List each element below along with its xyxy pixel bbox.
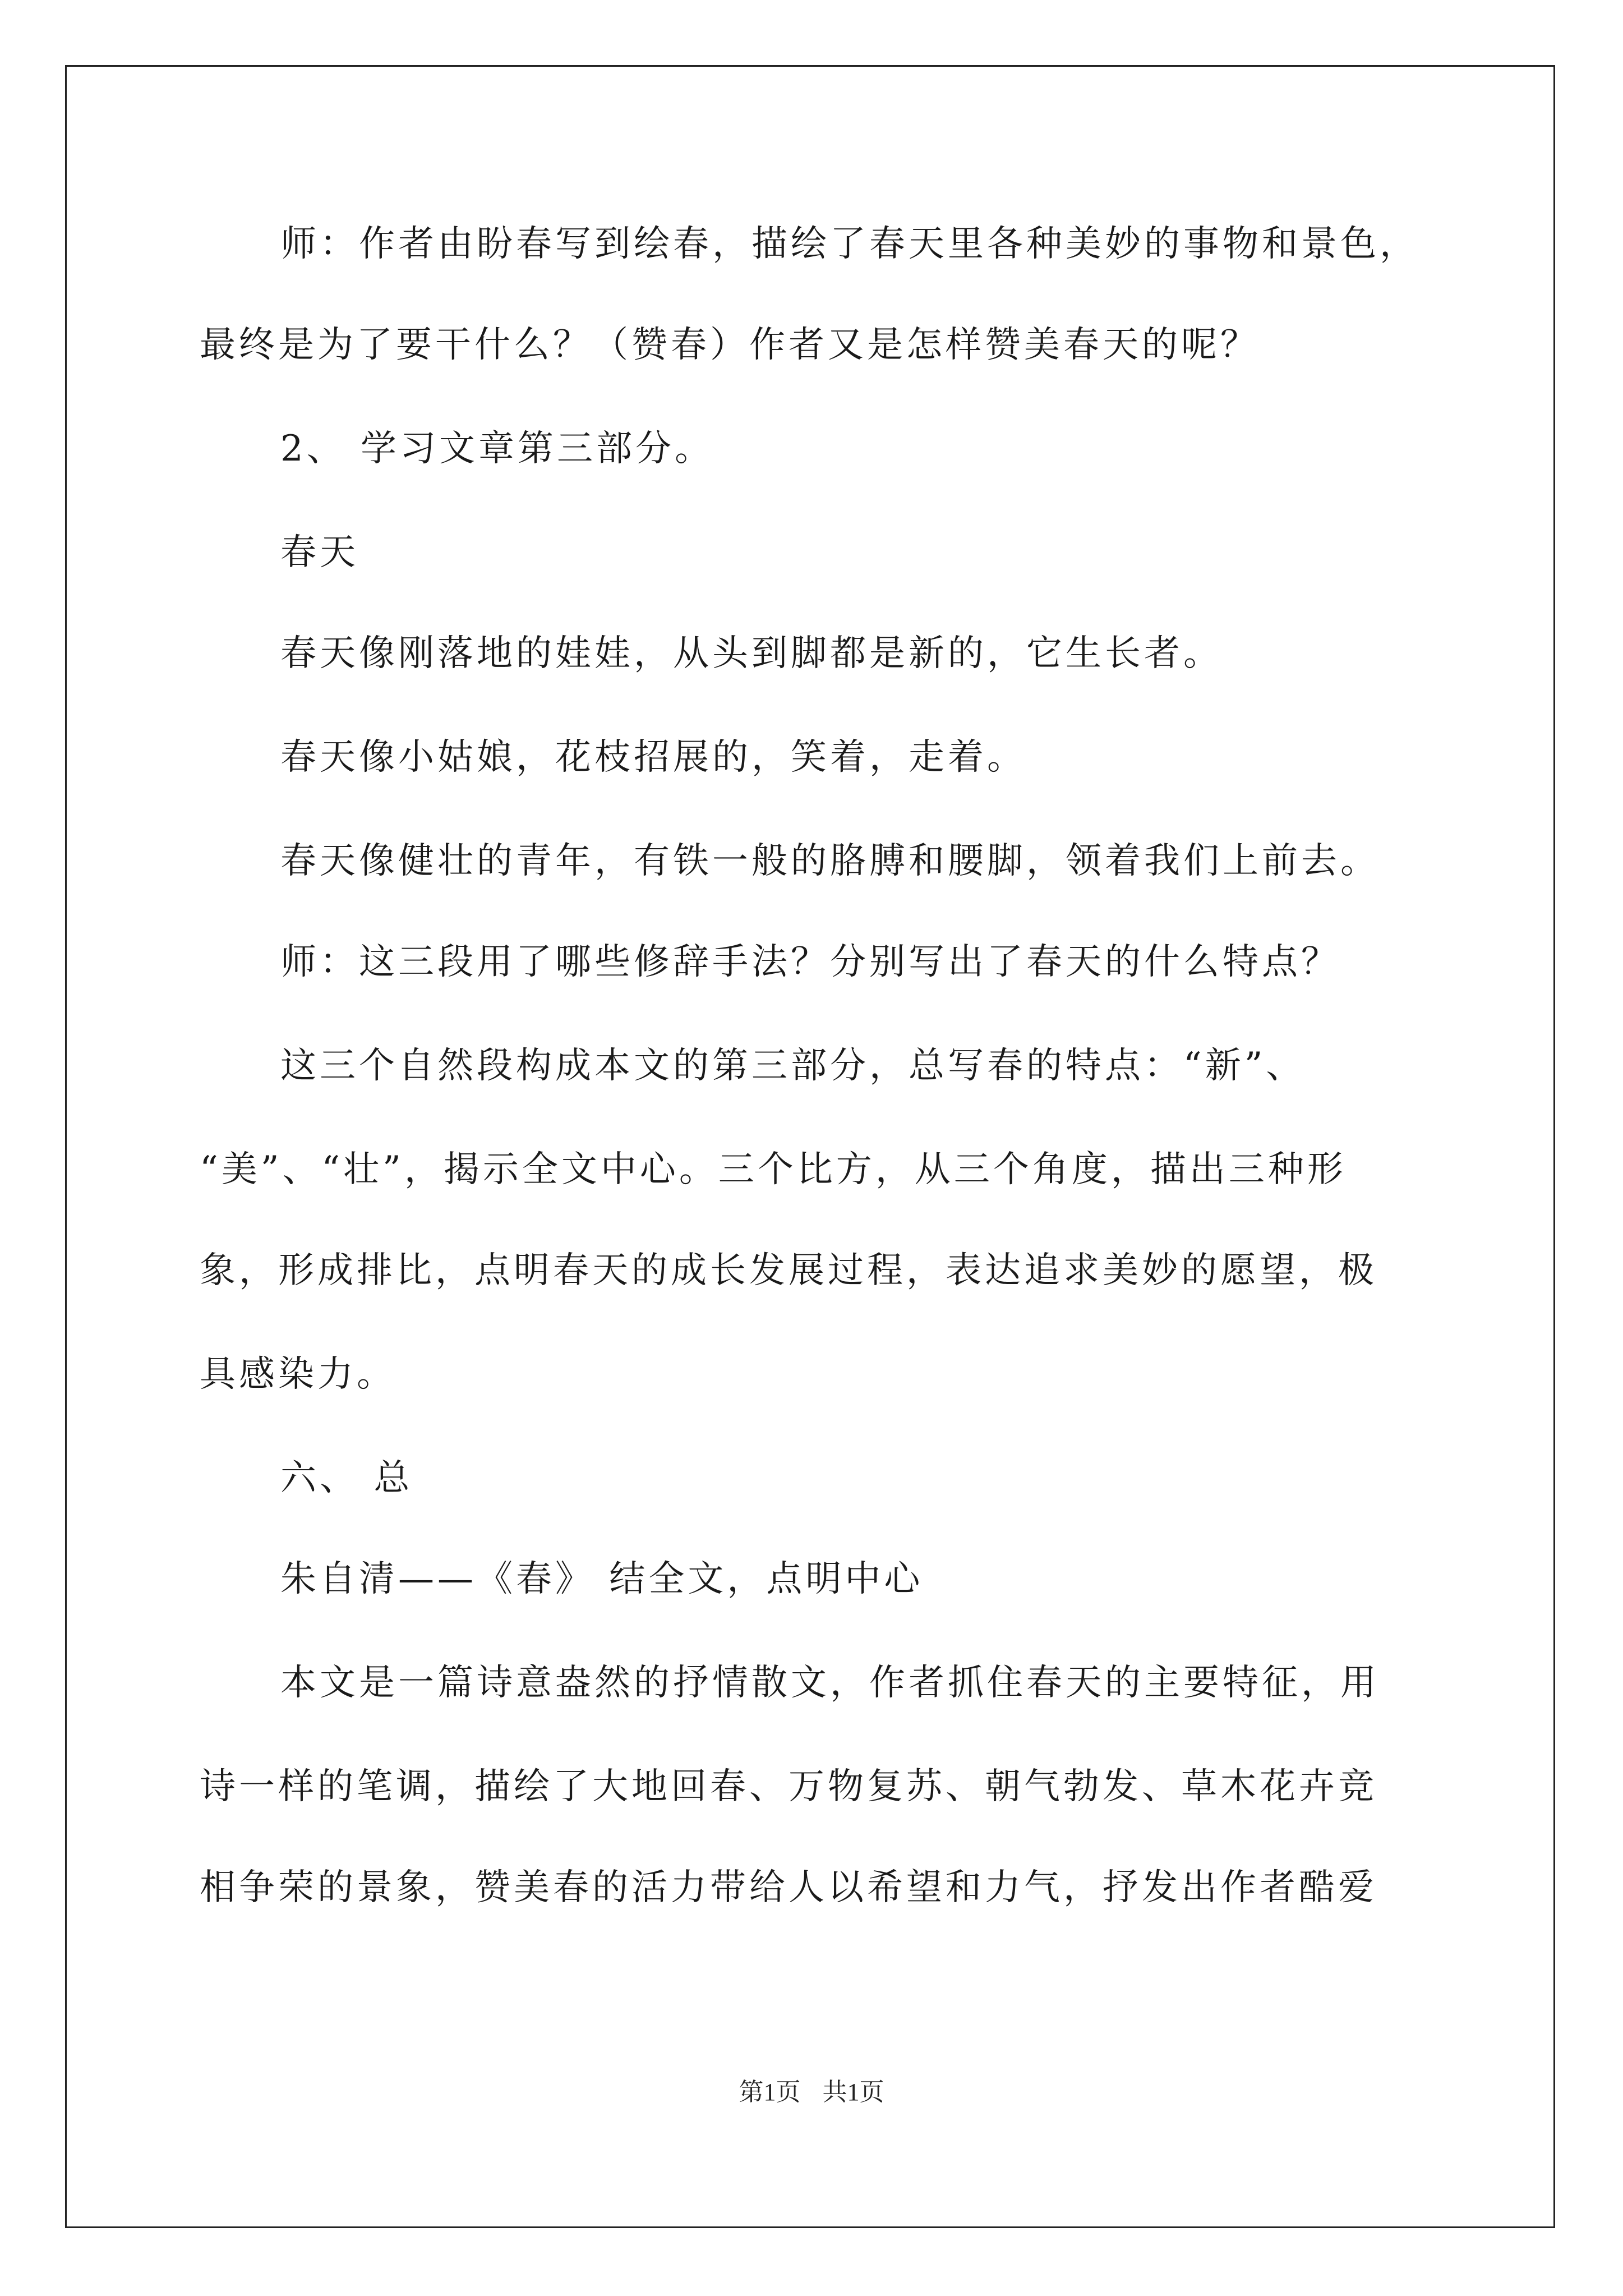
text-line-14: 朱自清——《春》 结全文，点明中心 — [280, 1558, 924, 1600]
text-line-9: 这三个自然段构成本文的第三部分，总写春的特点：“新”、 — [280, 1045, 1306, 1087]
text-line-4: 春天 — [280, 532, 359, 573]
text-line-12: 具感染力。 — [200, 1354, 396, 1395]
text-line-7: 春天像健壮的青年，有铁一般的胳膊和腰脚，领着我们上前去。 — [280, 840, 1380, 882]
text-line-8: 师：这三段用了哪些修辞手法？分别写出了春天的什么特点？ — [280, 941, 1340, 983]
text-line-10: “美”、“壮”，揭示全文中心。三个比方，从三个角度，描出三种形 — [200, 1149, 1347, 1190]
text-line-6: 春天像小姑娘，花枝招展的，笑着，走着。 — [280, 737, 1026, 778]
text-line-16: 诗一样的笔调，描绘了大地回春、万物复苏、朝气勃发、草木花卉竞 — [200, 1766, 1377, 1807]
page-number-current: 第1页 — [739, 2078, 801, 2106]
text-line-15: 本文是一篇诗意盎然的抒情散文，作者抓住春天的主要特征，用 — [280, 1662, 1380, 1704]
text-line-11: 象，形成排比，点明春天的成长发展过程，表达追求美妙的愿望，极 — [200, 1250, 1377, 1291]
text-line-5: 春天像刚落地的娃娃，从头到脚都是新的，它生长者。 — [280, 633, 1223, 674]
text-line-2: 最终是为了要干什么？（赞春）作者又是怎样赞美春天的呢？ — [200, 324, 1260, 366]
text-line-17: 相争荣的景象，赞美春的活力带给人以希望和力气，抒发出作者酷爱 — [200, 1867, 1377, 1908]
text-line-3: 2、 学习文章第三部分。 — [280, 428, 714, 470]
text-line-13: 六、 总 — [280, 1457, 413, 1499]
text-line-1: 师：作者由盼春写到绘春，描绘了春天里各种美妙的事物和景色， — [280, 223, 1419, 265]
page-footer — [0, 2076, 1623, 2109]
page-number-total: 共1页 — [822, 2078, 884, 2106]
